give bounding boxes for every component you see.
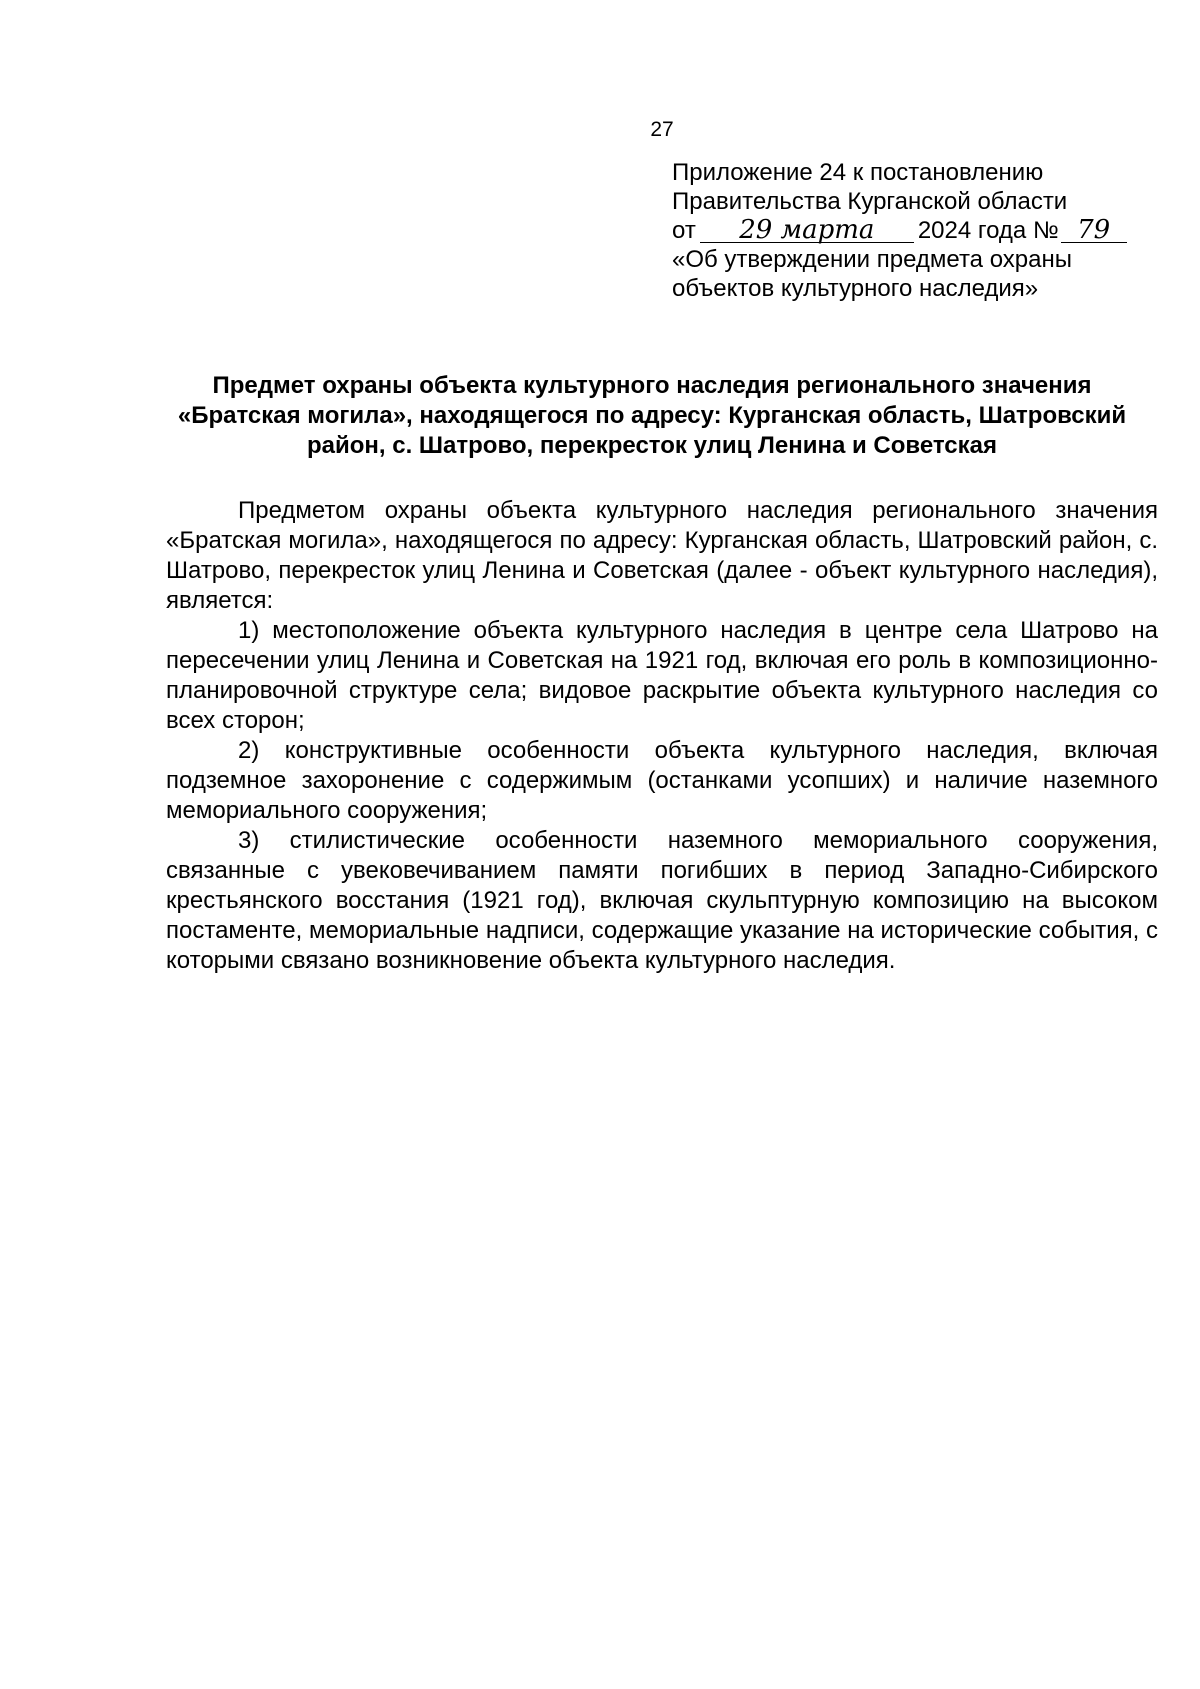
- handwritten-number: 79: [1061, 218, 1127, 243]
- date-prefix: от: [672, 217, 696, 244]
- year-text: 2024 года №: [917, 217, 1059, 244]
- appendix-date-line: [672, 216, 1172, 245]
- intro-paragraph: Предметом охраны объекта культурного наследия регионального значения «Братская могила», находящегося по адресу: Курганская область, Шатровский район, с. Шатрово, перекресток улиц Ленина и Советская (далее - объект культурного наследия), является:: [166, 497, 1158, 614]
- appendix-line-1: Приложение 24 к постановлению: [672, 159, 1044, 186]
- document-title: Предмет охраны объекта культурного наследия регионального значения «Братская могила», находящегося по адресу: Курганская область, Шатровский район, с. Шатрово, перекресток улиц Ленина и Советская: [177, 372, 1127, 459]
- appendix-line-2: Правительства Курганской области: [672, 188, 1068, 215]
- list-item-1: 1) местоположение объекта культурного наследия в центре села Шатрово на пересечении улиц Ленина и Советская на 1921 год, включая его роль в композиционно-планировочной структуре села; видовое раскрытие объекта культурного наследия со всех сторон;: [166, 617, 1158, 734]
- handwritten-date: 29 марта: [700, 218, 914, 243]
- appendix-line-4: «Об утверждении предмета охраны: [672, 246, 1072, 273]
- appendix-line-5: объектов культурного наследия»: [672, 275, 1039, 302]
- list-item-3: 3) стилистические особенности наземного мемориального сооружения, связанные с увековечиванием памяти погибших в период Западно-Сибирского крестьянского восстания (1921 год), включая скульптурную композицию на высоком постаменте, мемориальные надписи, содержащие указание на исторические события, с которыми связано возникновение объекта культурного наследия.: [166, 827, 1158, 974]
- document-body: [166, 496, 1158, 976]
- page-number: 27: [650, 118, 674, 141]
- list-item-2: 2) конструктивные особенности объекта культурного наследия, включая подземное захоронение с содержимым (останками усопших) и наличие наземного мемориального сооружения;: [166, 737, 1158, 824]
- appendix-header: [672, 158, 1172, 303]
